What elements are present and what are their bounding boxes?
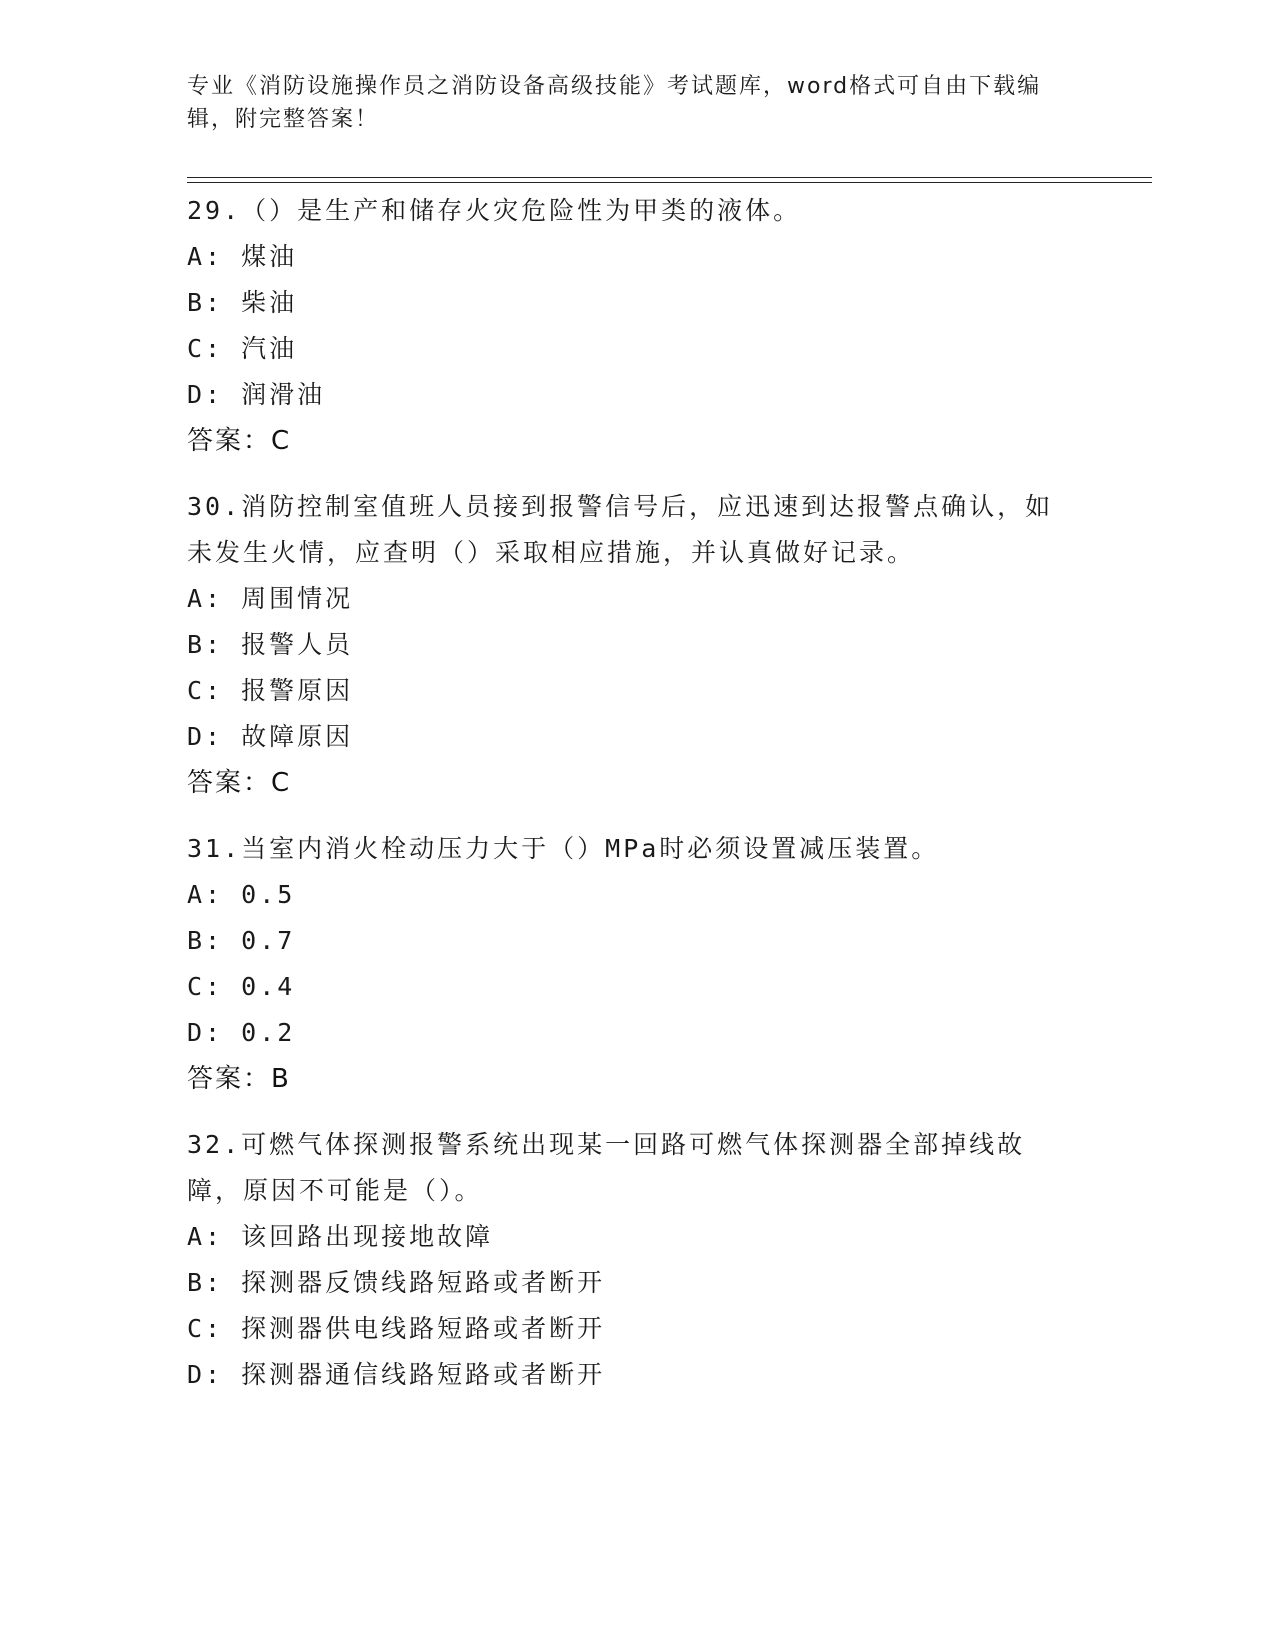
header-divider-top bbox=[187, 177, 1152, 178]
option-d: D: 故障原因 bbox=[187, 722, 354, 751]
option-d: D: 探测器通信线路短路或者断开 bbox=[187, 1360, 606, 1389]
question-text: 29.（）是生产和储存火灾危险性为甲类的液体。 bbox=[187, 196, 802, 225]
question-31 bbox=[187, 826, 1067, 1102]
option-a: A: 该回路出现接地故障 bbox=[187, 1222, 494, 1251]
option-d: D: 润滑油 bbox=[187, 380, 326, 409]
answer-line: 答案：B bbox=[187, 1064, 291, 1094]
header-divider-bottom bbox=[187, 182, 1152, 183]
option-b: B: 报警人员 bbox=[187, 630, 354, 659]
question-list bbox=[187, 188, 1067, 1418]
option-c: C: 探测器供电线路短路或者断开 bbox=[187, 1314, 606, 1343]
option-a: A: 0.5 bbox=[187, 880, 296, 909]
question-text: 32.可燃气体探测报警系统出现某一回路可燃气体探测器全部掉线故障，原因不可能是（）。 bbox=[187, 1130, 1026, 1205]
answer-line: 答案：C bbox=[187, 426, 292, 456]
option-c: C: 0.4 bbox=[187, 972, 296, 1001]
question-text: 31.当室内消火栓动压力大于（）MPa时必须设置减压装置。 bbox=[187, 834, 940, 863]
option-b: B: 0.7 bbox=[187, 926, 296, 955]
option-c: C: 报警原因 bbox=[187, 676, 354, 705]
option-b: B: 探测器反馈线路短路或者断开 bbox=[187, 1268, 606, 1297]
answer-line: 答案：C bbox=[187, 768, 292, 798]
question-30 bbox=[187, 484, 1067, 806]
option-a: A: 周围情况 bbox=[187, 584, 354, 613]
question-text: 30.消防控制室值班人员接到报警信号后，应迅速到达报警点确认，如未发生火情，应查明（）采取相应措施，并认真做好记录。 bbox=[187, 492, 1054, 567]
option-a: A: 煤油 bbox=[187, 242, 298, 271]
question-32 bbox=[187, 1122, 1067, 1398]
question-29 bbox=[187, 188, 1067, 464]
option-d: D: 0.2 bbox=[187, 1018, 296, 1047]
option-c: C: 汽油 bbox=[187, 334, 298, 363]
option-b: B: 柴油 bbox=[187, 288, 298, 317]
document-header: 专业《消防设施操作员之消防设备高级技能》考试题库，word格式可自由下载编辑，附完整答案！ bbox=[187, 74, 1042, 132]
